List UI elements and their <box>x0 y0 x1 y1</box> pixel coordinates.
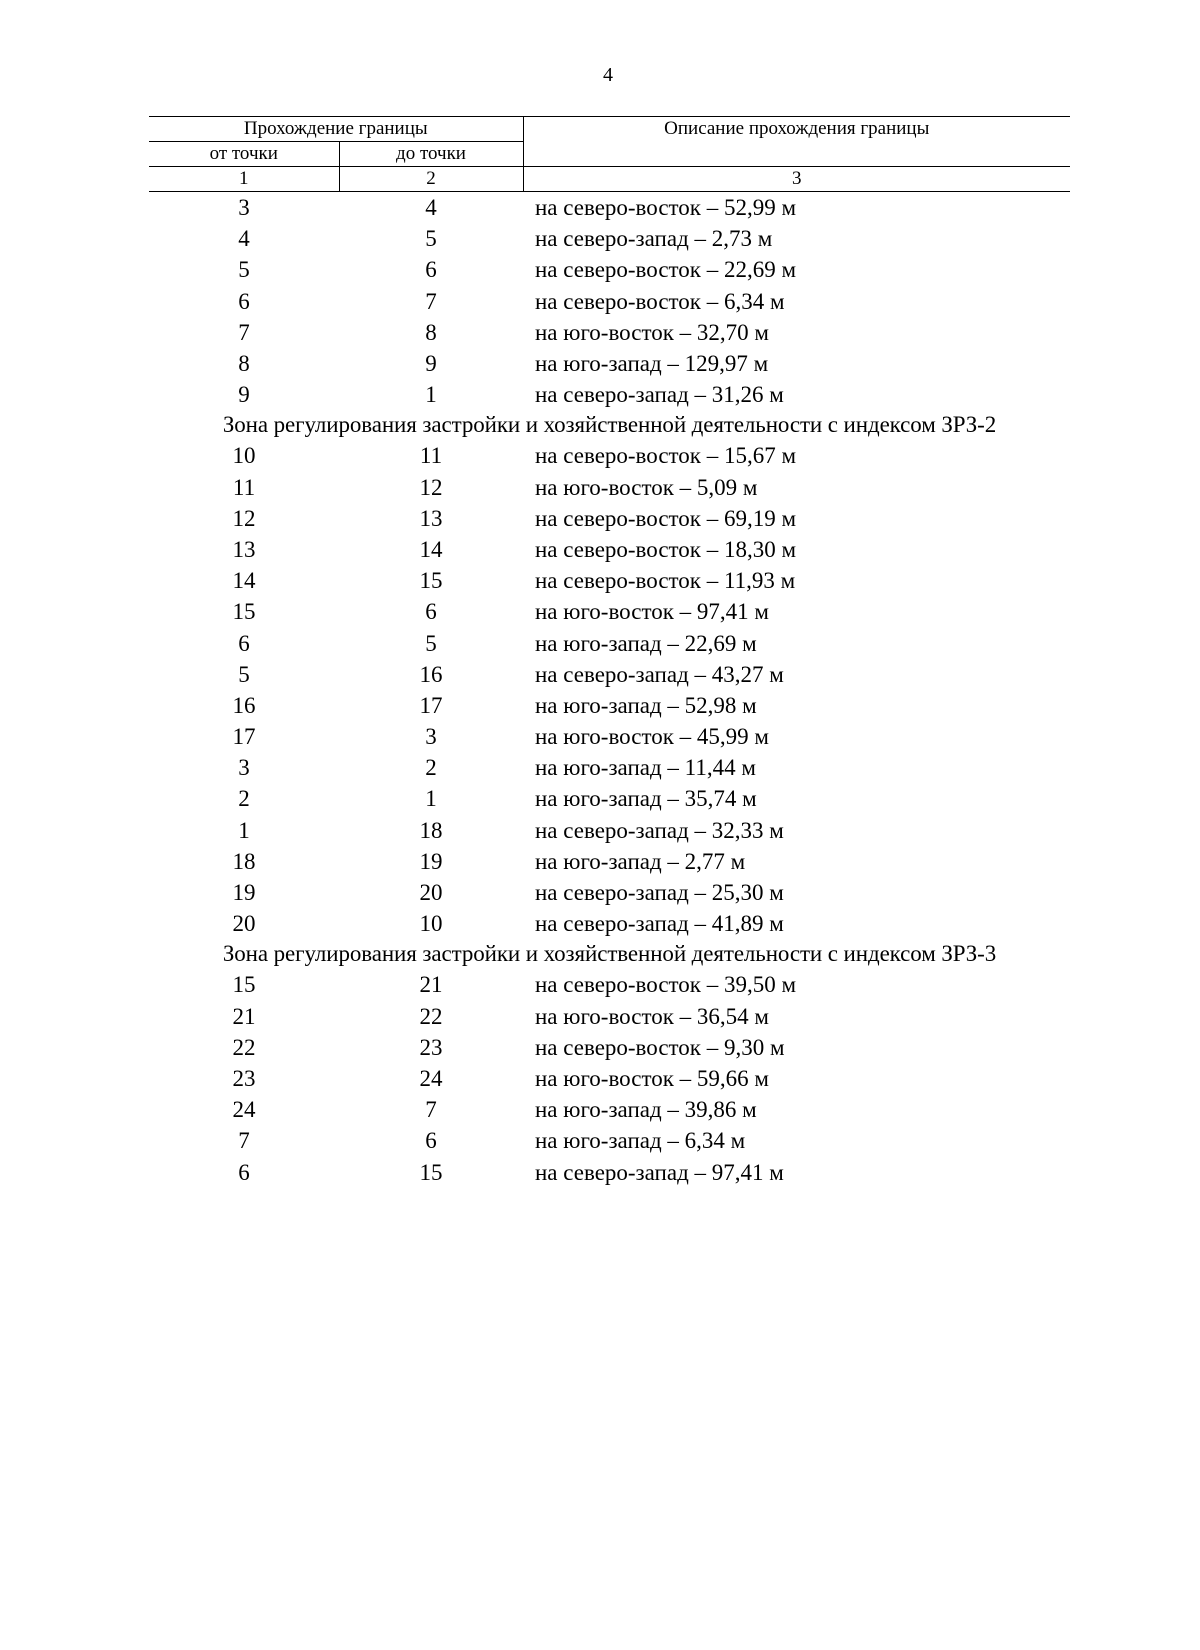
table-row <box>149 721 1070 752</box>
table-row <box>149 690 1070 721</box>
description-cell: на юго-восток – 32,70 м <box>535 319 769 345</box>
table-row <box>149 1063 1070 1094</box>
from-point-cell: 24 <box>232 1097 256 1123</box>
from-point-cell: 15 <box>232 599 256 625</box>
table-row <box>149 1032 1070 1063</box>
from-point-cell: 2 <box>238 786 250 812</box>
to-point-cell: 8 <box>425 319 437 345</box>
table-row <box>149 969 1070 1000</box>
from-point-cell: 17 <box>232 724 256 750</box>
zone3-title: Зона регулирования застройки и хозяйственной деятельности с индексом ЗРЗ-3 <box>222 941 997 967</box>
description-cell: на северо-восток – 6,34 м <box>535 288 785 314</box>
to-point-cell: 5 <box>425 226 437 252</box>
from-point-cell: 7 <box>238 1128 250 1154</box>
to-point-cell: 16 <box>419 661 443 687</box>
to-point-cell: 11 <box>419 443 443 469</box>
header-to-label: до точки <box>339 142 523 167</box>
boundary-table <box>149 116 1070 1188</box>
table-body <box>149 192 1070 1188</box>
table-row <box>149 192 1070 223</box>
table-row <box>149 908 1070 939</box>
from-point-cell: 20 <box>232 911 256 937</box>
to-point-cell: 23 <box>419 1034 443 1060</box>
description-cell: на северо-запад – 43,27 м <box>535 661 784 687</box>
description-cell: на северо-восток – 15,67 м <box>535 443 797 469</box>
description-cell: на юго-запад – 39,86 м <box>535 1097 757 1123</box>
from-point-cell: 12 <box>232 505 256 531</box>
to-point-cell: 6 <box>425 257 437 283</box>
description-cell: на юго-запад – 22,69 м <box>535 630 757 656</box>
table-row <box>149 503 1070 534</box>
description-cell: на северо-запад – 41,89 м <box>535 911 784 937</box>
from-point-cell: 7 <box>238 319 250 345</box>
table-row <box>149 1094 1070 1125</box>
table-row <box>149 379 1070 410</box>
from-point-cell: 21 <box>232 1003 256 1029</box>
description-cell: на юго-восток – 5,09 м <box>535 474 758 500</box>
to-point-cell: 15 <box>419 568 443 594</box>
from-point-cell: 1 <box>238 817 250 843</box>
description-cell: на юго-восток – 97,41 м <box>535 599 769 625</box>
from-point-cell: 22 <box>232 1034 256 1060</box>
to-point-cell: 22 <box>419 1003 443 1029</box>
to-point-cell: 9 <box>425 351 437 377</box>
from-point-cell: 18 <box>232 848 256 874</box>
from-point-cell: 15 <box>232 972 256 998</box>
to-point-cell: 7 <box>425 1097 437 1123</box>
to-point-cell: 2 <box>425 755 437 781</box>
description-cell: на юго-восток – 36,54 м <box>535 1003 769 1029</box>
zone3-rows <box>149 969 1070 1187</box>
description-cell: на юго-запад – 6,34 м <box>535 1128 746 1154</box>
table-row <box>149 534 1070 565</box>
table-row <box>149 1156 1070 1187</box>
to-point-cell: 1 <box>425 382 437 408</box>
to-point-cell: 17 <box>419 692 443 718</box>
to-point-cell: 4 <box>425 195 437 221</box>
from-point-cell: 10 <box>232 443 256 469</box>
description-cell: на северо-восток – 52,99 м <box>535 195 797 221</box>
table-row <box>149 783 1070 814</box>
to-point-cell: 20 <box>419 880 443 906</box>
to-point-cell: 10 <box>419 911 443 937</box>
header-description-label: Описание прохождения границы <box>523 117 1070 167</box>
description-cell: на северо-запад – 32,33 м <box>535 817 784 843</box>
table-row <box>149 223 1070 254</box>
description-cell: на юго-запад – 52,98 м <box>535 692 757 718</box>
from-point-cell: 3 <box>238 195 250 221</box>
to-point-cell: 6 <box>425 599 437 625</box>
from-point-cell: 3 <box>238 755 250 781</box>
zone2-title: Зона регулирования застройки и хозяйственной деятельности с индексом ЗРЗ-2 <box>222 412 997 438</box>
to-point-cell: 13 <box>419 505 443 531</box>
to-point-cell: 5 <box>425 630 437 656</box>
zone2-rows <box>149 440 1070 939</box>
from-point-cell: 13 <box>232 536 256 562</box>
header-col-number-1: 1 <box>149 167 339 192</box>
description-cell: на юго-запад – 129,97 м <box>535 351 769 377</box>
to-point-cell: 18 <box>419 817 443 843</box>
table-row <box>149 317 1070 348</box>
header-col-number-2: 2 <box>339 167 523 192</box>
header-group-label: Прохождение границы <box>149 117 523 142</box>
description-cell: на северо-восток – 22,69 м <box>535 257 797 283</box>
description-cell: на юго-восток – 45,99 м <box>535 724 769 750</box>
from-point-cell: 9 <box>238 382 250 408</box>
table-row <box>149 254 1070 285</box>
from-point-cell: 6 <box>238 630 250 656</box>
description-cell: на юго-запад – 35,74 м <box>535 786 757 812</box>
description-cell: на северо-восток – 69,19 м <box>535 505 797 531</box>
table-row <box>149 815 1070 846</box>
from-point-cell: 4 <box>238 226 250 252</box>
description-cell: на северо-восток – 39,50 м <box>535 972 797 998</box>
table-row <box>149 596 1070 627</box>
to-point-cell: 3 <box>425 724 437 750</box>
from-point-cell: 8 <box>238 351 250 377</box>
description-cell: на северо-запад – 2,73 м <box>535 226 773 252</box>
from-point-cell: 5 <box>238 661 250 687</box>
description-cell: на юго-запад – 11,44 м <box>535 755 756 781</box>
table-row <box>149 565 1070 596</box>
page-number: 4 <box>603 64 613 86</box>
table-row <box>149 627 1070 658</box>
table-row <box>149 348 1070 379</box>
to-point-cell: 19 <box>419 848 443 874</box>
table-row <box>149 1001 1070 1032</box>
description-cell: на северо-восток – 11,93 м <box>535 568 796 594</box>
to-point-cell: 14 <box>419 536 443 562</box>
description-cell: на северо-восток – 9,30 м <box>535 1034 785 1060</box>
to-point-cell: 15 <box>419 1159 443 1185</box>
zone1-rows <box>149 192 1070 410</box>
description-cell: на северо-запад – 97,41 м <box>535 1159 784 1185</box>
description-cell: на северо-запад – 31,26 м <box>535 382 784 408</box>
from-point-cell: 6 <box>238 1159 250 1185</box>
table-row <box>149 440 1070 471</box>
table-row <box>149 659 1070 690</box>
from-point-cell: 6 <box>238 288 250 314</box>
from-point-cell: 14 <box>232 568 256 594</box>
to-point-cell: 24 <box>419 1065 443 1091</box>
from-point-cell: 23 <box>232 1065 256 1091</box>
description-cell: на северо-запад – 25,30 м <box>535 880 784 906</box>
table-row <box>149 877 1070 908</box>
table-row <box>149 752 1070 783</box>
to-point-cell: 12 <box>419 474 443 500</box>
table-row <box>149 286 1070 317</box>
description-cell: на юго-восток – 59,66 м <box>535 1065 769 1091</box>
to-point-cell: 21 <box>419 972 443 998</box>
to-point-cell: 6 <box>425 1128 437 1154</box>
table-row <box>149 472 1070 503</box>
description-cell: на юго-запад – 2,77 м <box>535 848 746 874</box>
table-row <box>149 1125 1070 1156</box>
to-point-cell: 1 <box>425 786 437 812</box>
table-header <box>149 116 1070 192</box>
table-row <box>149 846 1070 877</box>
from-point-cell: 16 <box>232 692 256 718</box>
header-col-number-3: 3 <box>523 167 1070 192</box>
header-from-label: от точки <box>149 142 339 167</box>
from-point-cell: 19 <box>232 880 256 906</box>
from-point-cell: 5 <box>238 257 250 283</box>
description-cell: на северо-восток – 18,30 м <box>535 536 797 562</box>
to-point-cell: 7 <box>425 288 437 314</box>
from-point-cell: 11 <box>232 474 256 500</box>
